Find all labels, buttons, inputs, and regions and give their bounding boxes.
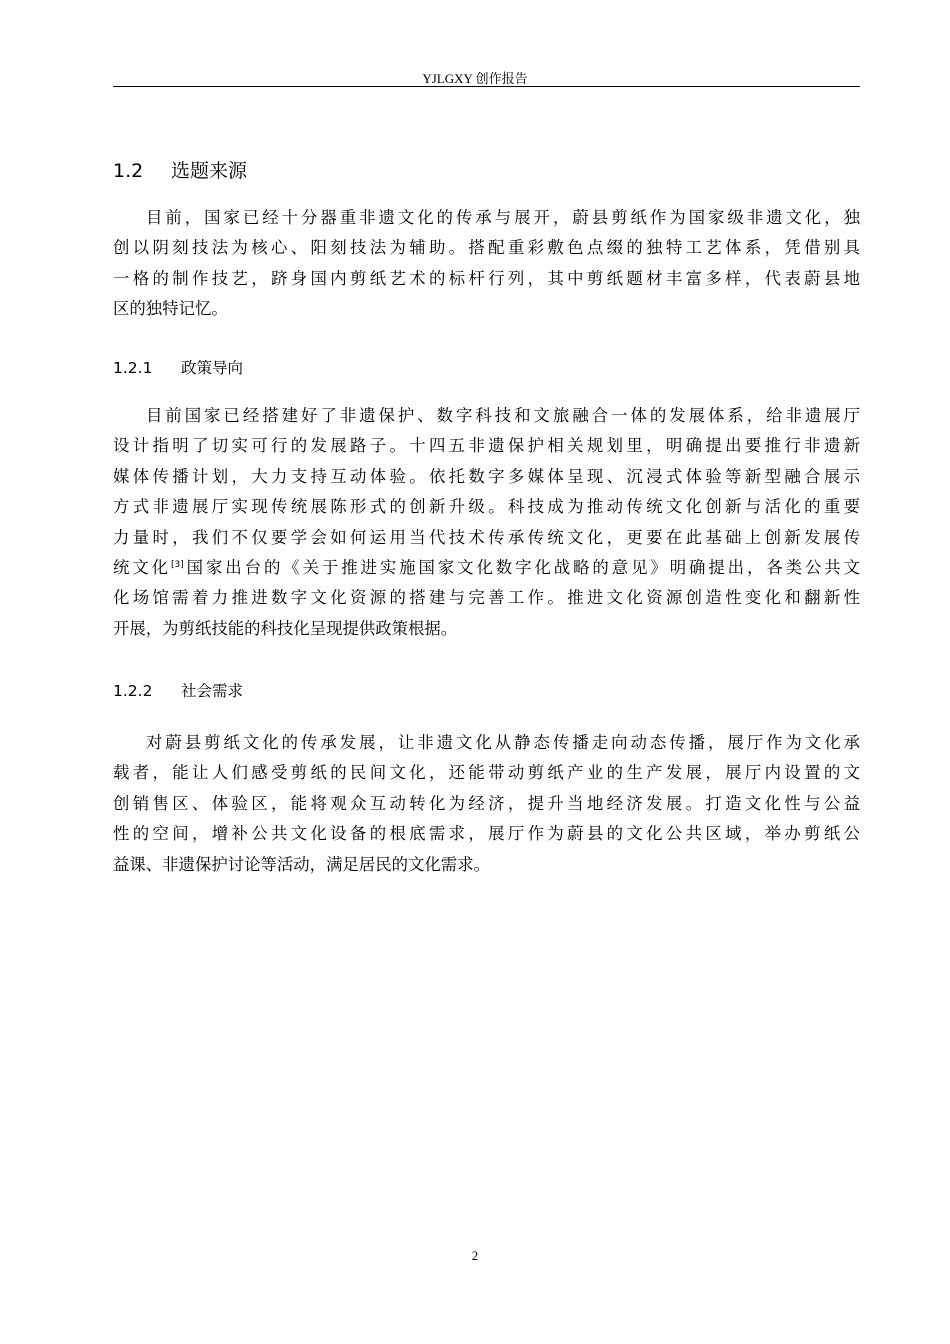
paragraph-line: 对蔚县剪纸文化的传承发展，让非遗文化从静态传播走向动态传播，展厅作为文化承 [146, 733, 860, 752]
header-divider [113, 86, 860, 87]
paragraph-line: 益课、非遗保护讨论等活动，满足居民的文化需求。 [113, 854, 490, 874]
paragraph-line: 一格的制作技艺，跻身国内剪纸艺术的标杆行列，其中剪纸题材丰富多样，代表蔚县地 [113, 268, 860, 288]
subsection-title: 政策导向 [181, 359, 244, 377]
paragraph-line-with-citation [113, 553, 860, 583]
paragraph-line: 开展，为剪纸技能的科技化呈现提供政策根据。 [113, 618, 458, 638]
citation-reference[interactable]: [3] [170, 559, 184, 570]
citation-line-before: 统文化 [113, 557, 171, 577]
section-heading [113, 156, 247, 183]
paragraph-line: 区的独特记忆。 [113, 299, 228, 319]
paragraph-line: 设计指明了切实可行的发展路子。十四五非遗保护相关规划里，明确提出要推行非遗新 [113, 436, 860, 456]
paragraph-line: 目前，国家已经十分器重非遗文化的传承与展开，蔚县剪纸作为国家级非遗文化，独 [146, 208, 860, 227]
paragraph-line: 方式非遗展厅实现传统展陈形式的创新升级。科技成为推动传统文化创新与活化的重要 [113, 497, 860, 517]
paragraph-line: 载者，能让人们感受剪纸的民间文化，还能带动剪纸产业的生产发展，展厅内设置的文 [113, 763, 860, 783]
subsection-number: 1.2.1 [113, 359, 153, 377]
page-number: 2 [471, 1248, 479, 1263]
policy-paragraph [113, 401, 860, 644]
paragraph-line: 媒体传播计划，大力支持互动体验。依托数字多媒体呈现、沉浸式体验等新型融合展示 [113, 466, 860, 486]
subsection-heading-social [113, 679, 243, 701]
section-title: 选题来源 [171, 160, 248, 182]
paragraph-line: 目前国家已经搭建好了非遗保护、数字科技和文旅融合一体的发展体系，给非遗展厅 [146, 406, 860, 425]
section-number: 1.2 [113, 160, 144, 182]
subsection-title: 社会需求 [181, 682, 244, 700]
citation-line-after: 国家出台的《关于推进实施国家文化数字化战略的意见》明确提出，各类公共文 [183, 557, 860, 577]
paragraph-line: 化场馆需着力推进数字文化资源的搭建与完善工作。推进文化资源创造性变化和翻新性 [113, 588, 860, 608]
paragraph-line: 创销售区、体验区，能将观众互动转化为经济，提升当地经济发展。打造文化性与公益 [113, 793, 860, 813]
paragraph-line: 性的空间，增补公共文化设备的根底需求，展厅作为蔚县的文化公共区域，举办剪纸公 [113, 824, 860, 844]
subsection-heading-policy [113, 356, 243, 378]
paragraph-line: 创以阴刻技法为核心、阳刻技法为辅助。搭配重彩敷色点缀的独特工艺体系，凭借别具 [113, 238, 860, 258]
paragraph-line: 力量时，我们不仅要学会如何运用当代技术传承传统文化，更要在此基础上创新发展传 [113, 527, 860, 547]
intro-paragraph [113, 203, 860, 325]
running-header: YJLGXY 创作报告 [422, 71, 528, 86]
social-paragraph [113, 728, 860, 880]
subsection-number: 1.2.2 [113, 682, 153, 700]
